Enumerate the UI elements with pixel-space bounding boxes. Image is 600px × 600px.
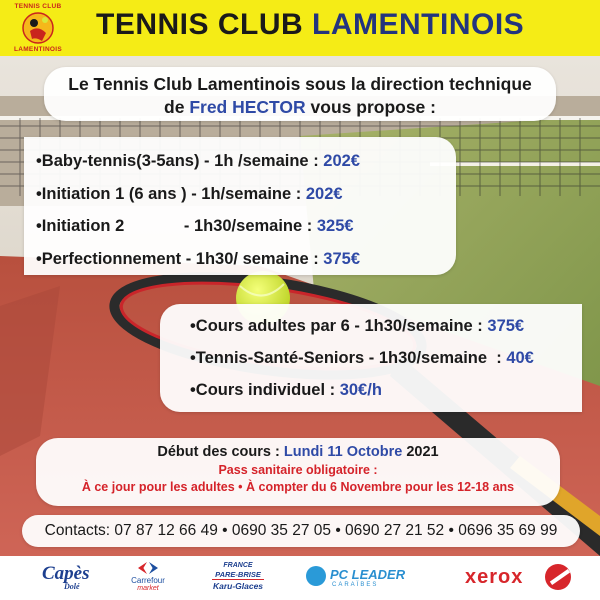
offer-label: •Perfectionnement - 1h30/ semaine :	[36, 249, 324, 268]
offer-item	[190, 342, 582, 374]
offer-price: 202€	[323, 152, 360, 170]
intro-line1: Le Tennis Club Lamentinois sous la direction technique	[68, 74, 532, 94]
pcleader-name: PC LEADER	[330, 567, 406, 582]
logo-text-bottom: LAMENTINOIS	[13, 46, 63, 53]
intro-panel	[44, 67, 556, 121]
start-date: Lundi 11 Octobre	[283, 444, 403, 460]
page-title	[96, 8, 524, 42]
offer-price: 40€	[506, 349, 534, 367]
pass-detail: À ce jour pour les adultes • À compter du 6 Novembre pour les 12-18 ans	[81, 480, 515, 494]
start-year: 2021	[406, 444, 439, 460]
schedule-panel	[36, 438, 560, 506]
offer-label: •Tennis-Santé-Seniors - 1h30/semaine :	[190, 349, 507, 367]
paw-icon	[306, 566, 326, 586]
offer-item	[36, 178, 456, 211]
carrefour-name: Carrefour	[131, 576, 165, 585]
pass-notice: Pass sanitaire obligatoire :	[218, 463, 378, 477]
fpb-line3: Karu-Glaces	[212, 581, 264, 591]
offer-label: •Cours adultes par 6 - 1h30/semaine :	[190, 317, 488, 335]
intro-suffix: vous propose :	[310, 97, 436, 117]
fpb-line1: FRANCE	[223, 562, 253, 569]
sponsor-france-pare-brise-logo	[212, 562, 264, 600]
offer-price: 30€/h	[339, 381, 382, 399]
director-name: Fred HECTOR	[189, 97, 306, 117]
sponsor-carrefour-logo	[131, 560, 165, 600]
title-part1: TENNIS CLUB	[96, 8, 304, 41]
title-part2: LAMENTINOIS	[312, 8, 525, 41]
offer-label: •Initiation 1 (6 ans ) - 1h/semaine :	[36, 184, 306, 203]
contacts-panel: Contacts: 07 87 12 66 49 • 0690 35 27 05 • 0690 27 21 52 • 0696 35 69 99	[22, 515, 580, 547]
sponsor-capes-logo	[42, 563, 90, 600]
offer-label: •Cours individuel :	[190, 381, 340, 399]
intro-line2	[44, 96, 556, 119]
carrefour-sub: market	[137, 585, 159, 592]
logo-text-top: TENNIS CLUB	[14, 3, 62, 10]
start-label: Début des cours :	[157, 444, 280, 460]
header-banner	[0, 0, 600, 56]
capes-sub: Dolé	[64, 582, 80, 591]
xerox-name: xerox	[465, 566, 524, 588]
xerox-ball-icon	[545, 564, 571, 590]
pcleader-sub: CARAÏBES	[332, 582, 379, 588]
offer-label: •Initiation 2 - 1h30/semaine :	[36, 217, 317, 235]
offer-label: •Baby-tennis(3-5ans) - 1h /semaine :	[36, 152, 324, 170]
intro-prefix: de	[164, 97, 185, 117]
offer-item	[36, 210, 456, 243]
capes-name: Capès	[42, 563, 90, 584]
sponsors-strip	[0, 556, 600, 600]
offer-price: 202€	[305, 184, 343, 203]
offer-price: 375€	[487, 317, 525, 335]
club-logo	[12, 3, 64, 53]
offer-item	[190, 374, 582, 406]
sponsor-pc-leader-logo	[306, 566, 414, 600]
offer-price: 325€	[316, 217, 354, 235]
offer-item	[36, 243, 456, 276]
fpb-line2: PARE-BRISE	[212, 570, 264, 580]
adult-offers-panel	[160, 304, 582, 412]
offer-item	[36, 145, 456, 178]
youth-offers-panel	[24, 137, 456, 275]
offer-item	[190, 310, 582, 342]
carrefour-icon	[136, 560, 160, 576]
offer-price: 375€	[323, 249, 361, 268]
start-date-line	[36, 443, 560, 462]
